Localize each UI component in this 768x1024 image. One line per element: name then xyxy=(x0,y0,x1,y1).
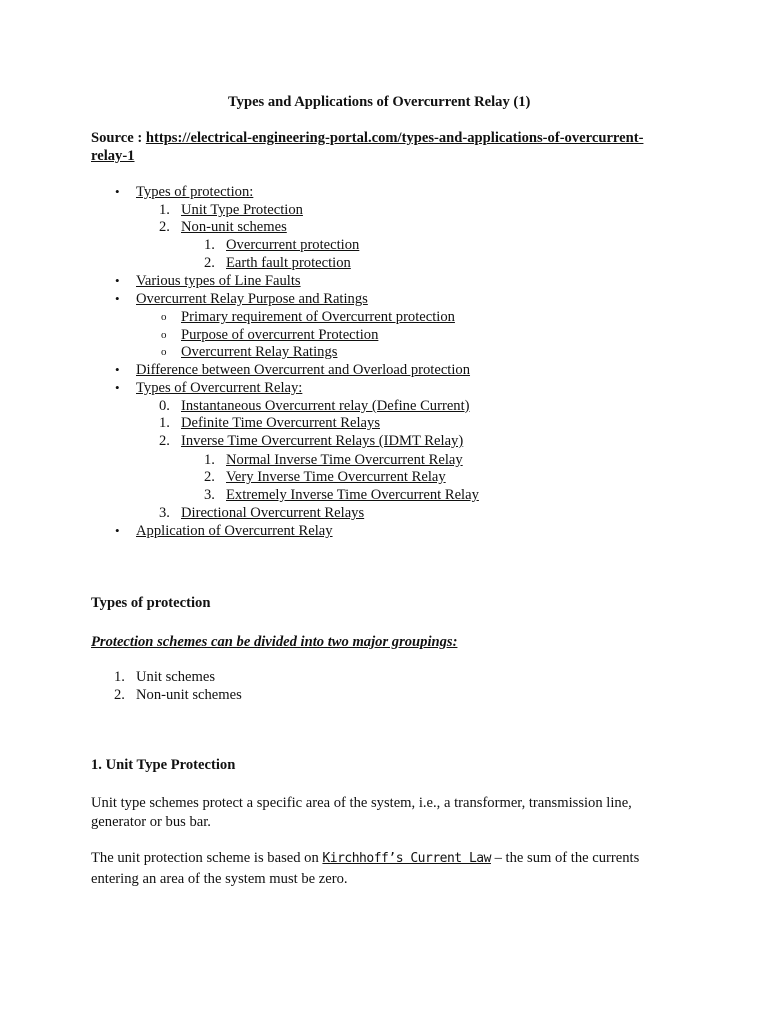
list-number: 3. xyxy=(204,487,215,503)
bullet: • xyxy=(115,273,120,288)
source-link[interactable]: https://electrical-engineering-portal.com/types-and-applications-of-overcurrent- xyxy=(145,130,644,146)
toc-item-overcurrent-vs-overload[interactable]: Difference between Overcurrent and Overload protection xyxy=(136,362,471,378)
list-item-unit-schemes: Unit schemes xyxy=(136,669,216,685)
list-number: 2. xyxy=(159,433,170,449)
bullet: • xyxy=(115,184,120,199)
source-line-2 xyxy=(91,147,135,165)
section-subheading: Protection schemes can be divided into two major groupings: xyxy=(91,634,458,650)
source-line xyxy=(91,129,643,147)
paragraph-text: The unit protection scheme is based on xyxy=(91,850,323,866)
section-heading-unit-type-protection: 1. Unit Type Protection xyxy=(91,757,236,773)
bullet: • xyxy=(115,523,120,538)
toc-item-types-of-protection[interactable]: Types of protection: xyxy=(136,184,254,200)
toc-item-normal-inverse[interactable]: Normal Inverse Time Overcurrent Relay xyxy=(226,452,463,468)
list-number: 2. xyxy=(159,219,170,235)
source-link-continued[interactable]: relay-1 xyxy=(91,148,135,164)
list-number: 1. xyxy=(159,202,170,218)
toc-item-purpose-of-protection[interactable]: Purpose of overcurrent Protection xyxy=(181,327,379,343)
paragraph-unit-type-schemes: Unit type schemes protect a specific area of the system, i.e., a transformer, transmission line, generator or bus bar. xyxy=(91,795,632,830)
kirchhoff-law-link[interactable]: Kirchhoff’s Current Law xyxy=(322,851,491,866)
list-number: 0. xyxy=(159,398,170,414)
list-number: 1. xyxy=(204,452,215,468)
list-number: 2. xyxy=(204,255,215,271)
paragraph-kirchhoff xyxy=(91,848,681,890)
toc-item-application[interactable]: Application of Overcurrent Relay xyxy=(136,523,333,539)
bullet: • xyxy=(115,291,120,306)
toc-item-very-inverse[interactable]: Very Inverse Time Overcurrent Relay xyxy=(226,469,446,485)
toc-item-primary-requirement[interactable]: Primary requirement of Overcurrent protection xyxy=(181,309,455,325)
list-number: 2. xyxy=(114,687,125,703)
toc-item-directional-relays[interactable]: Directional Overcurrent Relays xyxy=(181,505,365,521)
toc-item-non-unit-schemes[interactable]: Non-unit schemes xyxy=(181,219,287,235)
paragraph-text: – the sum of the currents entering an area of the system must be zero. xyxy=(91,850,640,887)
list-number: 3. xyxy=(159,505,170,521)
list-number: 1. xyxy=(159,415,170,431)
bullet: • xyxy=(115,362,120,377)
toc-item-definite-time-relays[interactable]: Definite Time Overcurrent Relays xyxy=(181,415,380,431)
sub-bullet: o xyxy=(161,311,167,323)
toc-item-instantaneous-relay[interactable]: Instantaneous Overcurrent relay (Define Current) xyxy=(181,398,470,414)
list-number: 1. xyxy=(114,669,125,685)
toc-item-inverse-time-relays[interactable]: Inverse Time Overcurrent Relays (IDMT Relay) xyxy=(181,433,464,449)
bullet: • xyxy=(115,380,120,395)
page-title: Types and Applications of Overcurrent Relay (1) xyxy=(228,94,531,110)
section-heading-types-of-protection: Types of protection xyxy=(91,595,211,611)
toc-item-earth-fault-protection[interactable]: Earth fault protection xyxy=(226,255,351,271)
source-label: Source : xyxy=(91,130,146,146)
list-number: 2. xyxy=(204,469,215,485)
list-item-non-unit-schemes: Non-unit schemes xyxy=(136,687,242,703)
toc-item-overcurrent-protection[interactable]: Overcurrent protection xyxy=(226,237,360,253)
sub-bullet: o xyxy=(161,329,167,341)
toc-item-types-of-relay[interactable]: Types of Overcurrent Relay: xyxy=(136,380,303,396)
toc-item-line-faults[interactable]: Various types of Line Faults xyxy=(136,273,301,289)
toc-item-purpose-and-ratings[interactable]: Overcurrent Relay Purpose and Ratings xyxy=(136,291,368,307)
list-number: 1. xyxy=(204,237,215,253)
toc-item-extremely-inverse[interactable]: Extremely Inverse Time Overcurrent Relay xyxy=(226,487,479,503)
sub-bullet: o xyxy=(161,346,167,358)
toc-item-relay-ratings[interactable]: Overcurrent Relay Ratings xyxy=(181,344,338,360)
toc-item-unit-type-protection[interactable]: Unit Type Protection xyxy=(181,202,303,218)
